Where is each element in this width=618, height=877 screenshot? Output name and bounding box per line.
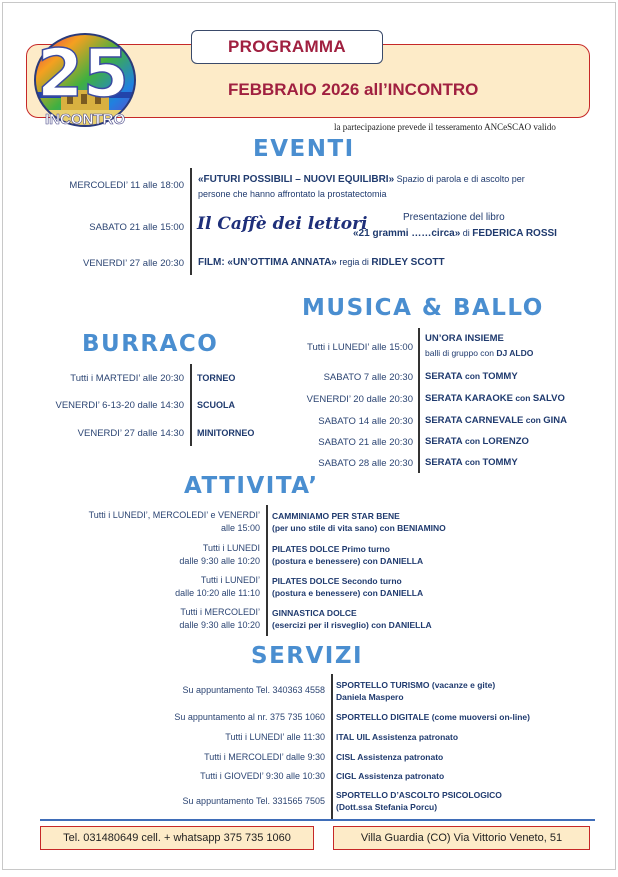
book-presentation: Presentazione del libro xyxy=(403,212,505,223)
musica-con: con xyxy=(523,415,544,425)
burraco-divider xyxy=(190,364,192,446)
burraco-what: MINITORNEO xyxy=(197,428,255,438)
event-when: MERCOLEDI’ 11 alle 18:00 xyxy=(69,180,184,191)
burraco-what: TORNEO xyxy=(197,373,236,383)
musica-who: TOMMY xyxy=(482,457,518,468)
musica-what xyxy=(425,436,529,447)
servizi-when: Tutti i MERCOLEDI’ dalle 9:30 xyxy=(204,752,325,762)
musica-when: SABATO 28 alle 20:30 xyxy=(318,458,413,469)
book-author: FEDERICA ROSSI xyxy=(472,228,557,239)
musica-event: SERATA xyxy=(425,436,463,447)
musica-divider xyxy=(418,328,420,473)
attivita-what: CAMMINIAMO PER STAR BENE xyxy=(272,511,400,521)
burraco-what: SCUOLA xyxy=(197,400,235,410)
servizi-what: CIGL Assistenza patronato xyxy=(336,771,445,781)
logo-text: INCONTRO xyxy=(45,111,125,128)
footer-address: Villa Guardia (CO) Via Vittorio Veneto, 51 xyxy=(333,826,590,850)
burraco-when: Tutti i MARTEDI’ alle 20:30 xyxy=(70,373,184,384)
footer-divider xyxy=(40,819,595,821)
film-mid: regia di xyxy=(336,257,372,267)
musica-when: VENERDI’ 20 dalle 20:30 xyxy=(306,394,413,405)
servizi-what: SPORTELLO DIGITALE (come muoversi on-line) xyxy=(336,712,530,722)
musica-when: SABATO 14 alle 20:30 xyxy=(318,416,413,427)
footer-contacts: Tel. 031480649 cell. + whatsapp 375 735 1060 xyxy=(40,826,314,850)
section-title-musica: MUSICA & BALLO xyxy=(302,295,544,321)
section-title-servizi: SERVIZI xyxy=(251,643,364,669)
attivita-divider xyxy=(266,505,268,636)
section-title-burraco: BURRACO xyxy=(82,331,219,357)
eventi-divider xyxy=(190,168,192,275)
musica-con: con xyxy=(462,371,483,381)
musica-what xyxy=(425,415,567,426)
event-title: «FUTURI POSSIBILI – NUOVI EQUILIBRI» xyxy=(198,174,395,185)
musica-event: SERATA KARAOKE xyxy=(425,393,513,404)
musica-con: con xyxy=(462,436,483,446)
musica-who: LORENZO xyxy=(482,436,529,447)
event-when: VENERDI’ 27 alle 20:30 xyxy=(82,258,184,269)
event-desc: Spazio di parola e di ascolto per xyxy=(394,174,525,184)
logo-number: 25 xyxy=(37,35,129,112)
servizi-divider xyxy=(331,674,333,819)
musica-what xyxy=(425,457,518,468)
attivita-when: Tutti i MERCOLEDI’ xyxy=(180,607,260,617)
section-title-attivita: ATTIVITA’ xyxy=(184,473,319,499)
musica-desc: balli di gruppo con xyxy=(425,348,497,358)
attivita-what: PILATES DOLCE Secondo turno xyxy=(272,576,402,586)
servizi-what: SPORTELLO D’ASCOLTO PSICOLOGICO xyxy=(336,790,502,800)
attivita-when-time: dalle 9:30 alle 10:20 xyxy=(179,620,260,630)
servizi-when: Su appuntamento Tel. 331565 7505 xyxy=(182,796,325,806)
servizi-when: Tutti i LUNEDI’ alle 11:30 xyxy=(225,732,325,742)
musica-con: con xyxy=(512,393,533,403)
musica-what-2 xyxy=(425,348,533,358)
musica-event: SERATA xyxy=(425,457,463,468)
book-by: di xyxy=(460,228,473,238)
membership-note: la partecipazione prevede il tesseramento ANCeSCAO valido xyxy=(334,122,556,132)
attivita-desc: (esercizi per il risveglio) con DANIELLA xyxy=(272,620,432,630)
attivita-desc: (per uno stile di vita sano) con BENIAMINO xyxy=(272,523,446,533)
servizi-desc: Daniela Maspero xyxy=(336,692,404,702)
servizi-what: ITAL UIL Assistenza patronato xyxy=(336,732,459,742)
musica-con: con xyxy=(462,457,483,467)
musica-what xyxy=(425,393,565,404)
attivita-desc: (postura e benessere) con DANIELLA xyxy=(272,556,424,566)
servizi-desc: (Dott.ssa Stefania Porcu) xyxy=(336,802,438,812)
burraco-when: VENERDI’ 27 dalle 14:30 xyxy=(77,428,184,439)
musica-who: DJ ALDO xyxy=(496,348,534,358)
servizi-when: Su appuntamento Tel. 340363 4558 xyxy=(182,685,325,695)
caffe-lettori-brand: Il Caffè dei lettori xyxy=(197,214,368,234)
page-subtitle: FEBBRAIO 2026 all’INCONTRO xyxy=(228,80,479,99)
musica-when: SABATO 21 alle 20:30 xyxy=(318,437,413,448)
book-title: «21 grammi ……circa» xyxy=(353,228,461,239)
section-title-eventi: EVENTI xyxy=(253,136,355,162)
attivita-when: Tutti i LUNEDI xyxy=(202,543,260,553)
incontro-logo-icon xyxy=(33,32,137,128)
event-desc-2: persone che hanno affrontato la prostatectomia xyxy=(198,189,387,199)
musica-event: SERATA CARNEVALE xyxy=(425,415,524,426)
event-when: SABATO 21 alle 15:00 xyxy=(89,222,184,233)
musica-who: TOMMY xyxy=(482,371,518,382)
burraco-when: VENERDI’ 6-13-20 dalle 14:30 xyxy=(55,400,184,411)
attivita-what: GINNASTICA DOLCE xyxy=(272,608,357,618)
servizi-what: SPORTELLO TURISMO (vacanze e gite) xyxy=(336,680,496,690)
film-title: FILM: «UN’OTTIMA ANNATA» xyxy=(198,257,337,268)
musica-event: SERATA xyxy=(425,371,463,382)
attivita-when-time: dalle 10:20 alle 11:10 xyxy=(175,588,260,598)
musica-what: UN’ORA INSIEME xyxy=(425,333,504,344)
attivita-when: Tutti i LUNEDI’, MERCOLEDI’ e VENERDI’ xyxy=(88,510,260,520)
attivita-what: PILATES DOLCE Primo turno xyxy=(272,544,390,554)
film-director: RIDLEY SCOTT xyxy=(371,257,445,268)
musica-what xyxy=(425,371,518,382)
film-line xyxy=(198,257,445,268)
event-title-line xyxy=(198,174,525,185)
attivita-when-time: dalle 9:30 alle 10:20 xyxy=(179,556,260,566)
attivita-when: Tutti i LUNEDI’ xyxy=(200,575,260,585)
musica-who: GINA xyxy=(543,415,567,426)
musica-who: SALVO xyxy=(532,393,565,404)
book-line xyxy=(353,228,557,239)
musica-when: Tutti i LUNEDI’ alle 15:00 xyxy=(307,342,413,353)
musica-when: SABATO 7 alle 20:30 xyxy=(323,372,413,383)
attivita-desc: (postura e benessere) con DANIELLA xyxy=(272,588,424,598)
attivita-when-time: alle 15:00 xyxy=(220,523,260,533)
page-title: PROGRAMMA xyxy=(191,30,383,64)
servizi-when: Su appuntamento al nr. 375 735 1060 xyxy=(174,712,325,722)
servizi-when: Tutti i GIOVEDI’ 9:30 alle 10:30 xyxy=(200,771,325,781)
servizi-what: CISL Assistenza patronato xyxy=(336,752,444,762)
